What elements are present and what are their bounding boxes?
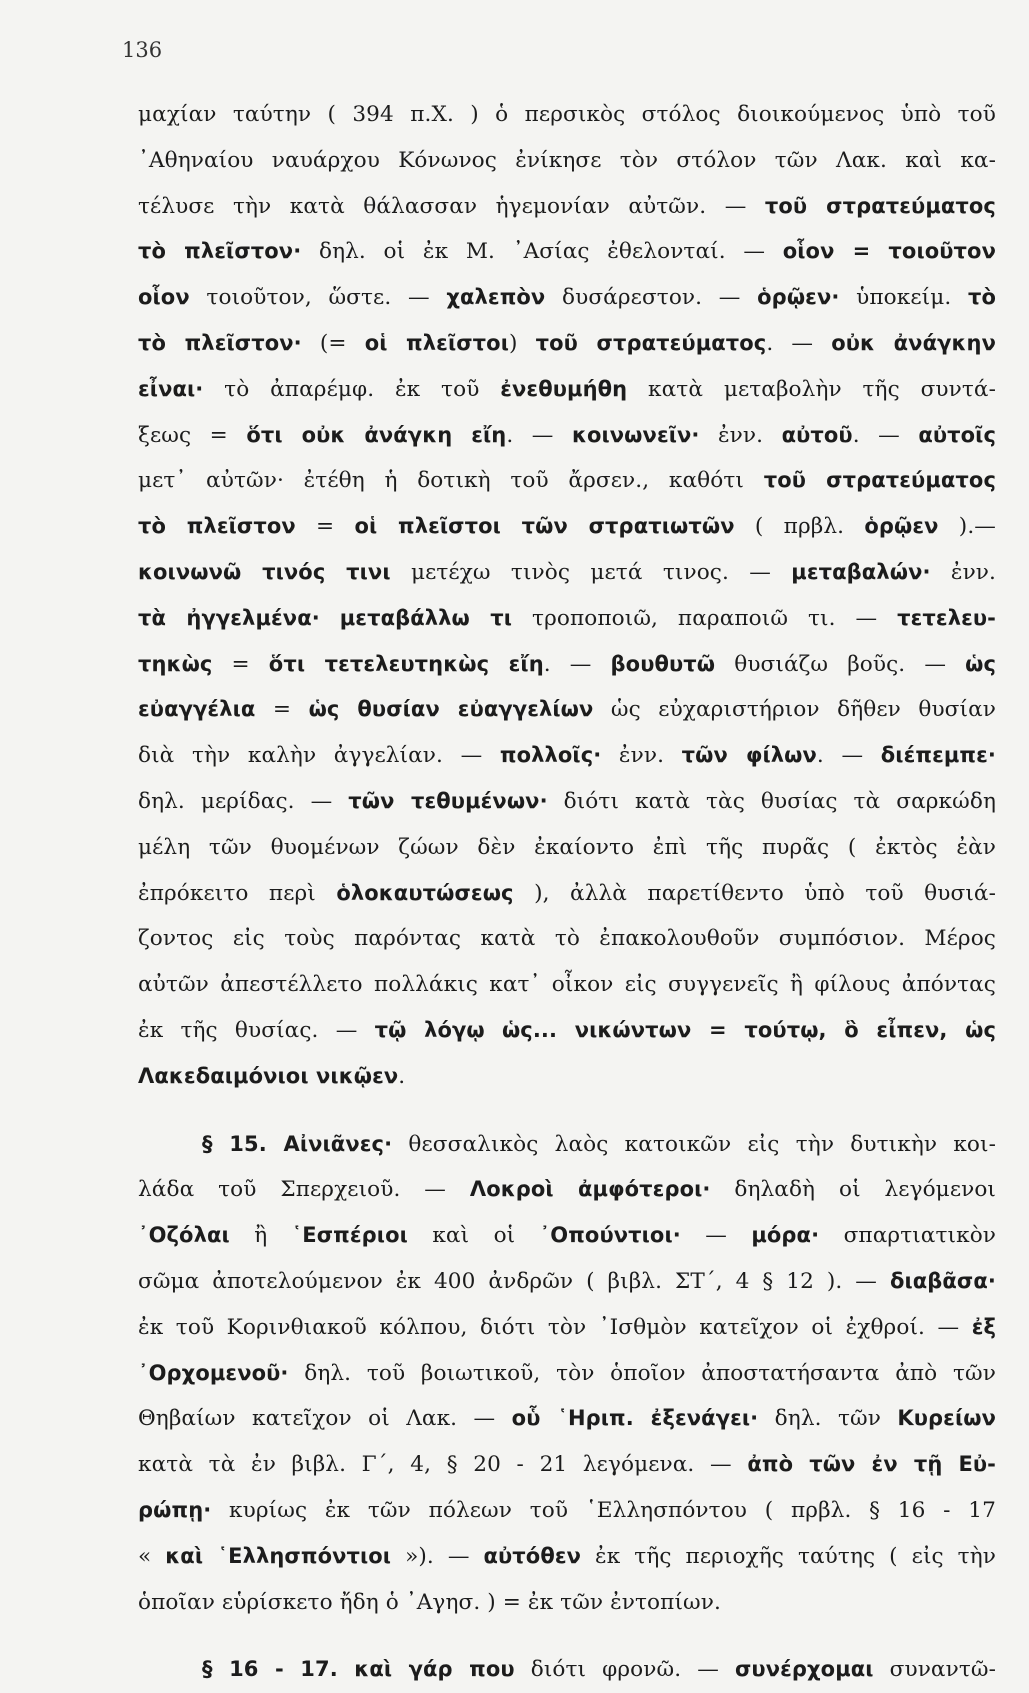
text-line: τηκὼς = ὅτι τετελευτηκὼς εἴη. — βουθυτῶ θυσιάζω βοῦς. — ὡς [138, 651, 996, 677]
lemma: οἷον = τοιοῦτον [782, 239, 996, 264]
lemma: ὡς [965, 651, 996, 676]
lemma: τῶν φίλων [681, 743, 817, 768]
section-15-line: ρώπῃ· κυρίως ἐκ τῶν πόλεων τοῦ ῾Ελλησπόντου ( πρβλ. § 16 - 17 [138, 1497, 996, 1523]
text-line: δηλ. μερίδας. — τῶν τεθυμένων· διότι κατὰ τὰς θυσίας τὰ σαρκώδη [138, 788, 996, 814]
lemma: διέπεμπε· [880, 743, 996, 768]
section-15-line: § 15. Αἰνιᾶνες· θεσσαλικὸς λαὸς κατοικῶν εἰς τὴν δυτικὴν κοι- [202, 1131, 996, 1157]
lemma: εὐαγγέλια [138, 697, 256, 722]
text-line: Λακεδαιμόνιοι νικῷεν. [138, 1063, 406, 1089]
section-15-line: σῶμα ἀποτελούμενον ἐκ 400 ἀνδρῶν ( βιβλ. ΣΤ΄, 4 § 12 ). — διαβᾶσα· [138, 1268, 996, 1294]
lemma: οἷον [138, 285, 190, 310]
text-line: τὰ ἠγγελμένα· μεταβάλλω τι τροποποιῶ, παραποιῶ τι. — τετελευ- [138, 605, 996, 631]
lemma: εἶναι· [138, 376, 204, 401]
lemma: κοινωνῶ τινός τινι [138, 559, 391, 584]
section-16-line: § 16 - 17. καὶ γάρ που διότι φρονῶ. — συνέρχομαι συναντῶ- [202, 1657, 996, 1683]
lemma: τὸ πλεῖστον· [138, 239, 302, 264]
lemma: τῶν τεθυμένων· [348, 788, 548, 813]
lemma: αὐτοῖς [918, 422, 996, 447]
lemma: ὅτι οὐκ ἀνάγκη εἴη [246, 422, 507, 447]
lemma: μεταβάλλω τι [339, 605, 513, 630]
text-line: ἐκ τῆς θυσίας. — τῷ λόγῳ ὡς... νικώντων = τούτῳ, ὃ εἶπεν, ὡς [138, 1017, 997, 1043]
text-line: μετ᾿ αὐτῶν· ἐτέθη ἡ δοτικὴ τοῦ ἄρσεν., καθότι τοῦ στρατεύματος [138, 468, 996, 494]
lemma: χαλεπὸν [446, 285, 546, 310]
text-line: τὸ πλεῖστον = οἱ πλεῖστοι τῶν στρατιωτῶν ( πρβλ. ὁρῷεν ).— [138, 514, 996, 540]
lemma: τῷ λόγῳ [374, 1017, 485, 1042]
lemma: ὁρῷεν [864, 514, 939, 539]
lemma: τὰ ἠγγελμένα· [138, 605, 320, 630]
lemma: ὁρῷεν· [757, 285, 840, 310]
text-line: κοινωνῶ τινός τινι μετέχω τινὸς μετά τινος. — μεταβαλών· ἐνν. [138, 559, 996, 585]
lemma: οἱ πλεῖστοι [364, 330, 509, 355]
lemma: ὅτι τετελευτηκὼς εἴη [268, 651, 544, 676]
lemma: συνέρχομαι [734, 1657, 874, 1682]
lemma: αὐτοῦ [781, 422, 853, 447]
lemma: μόρα· [751, 1223, 820, 1248]
lemma: πολλοῖς· [499, 743, 602, 768]
page-number: 136 [122, 38, 163, 62]
lemma: τοῦ στρατεύματος [763, 468, 996, 493]
section-15-line: λάδα τοῦ Σπερχειοῦ. — Λοκροὶ ἀμφότεροι· δηλαδὴ οἱ λεγόμενοι [138, 1177, 996, 1203]
lemma: τοῦ στρατεύματος [535, 330, 767, 355]
lemma: ᾿Ορχομενοῦ· [138, 1360, 289, 1385]
section-15-line: Θηβαίων κατεῖχον οἱ Λακ. — οὗ ῾Ηριπ. ἐξενάγει· δηλ. τῶν Κυρείων [138, 1406, 997, 1432]
lemma: ρώπῃ· [138, 1497, 212, 1522]
text-line: τὸ πλεῖστον· δηλ. οἱ ἐκ Μ. ᾿Ασίας ἐθελονταί. — οἷον = τοιοῦτον [138, 239, 996, 265]
text-line: τέλυσε τὴν κατὰ θάλασσαν ἡγεμονίαν αὐτῶν. — τοῦ στρατεύματος [138, 193, 996, 219]
text-line: διὰ τὴν καλὴν ἀγγελίαν. — πολλοῖς· ἐνν. τῶν φίλων. — διέπεμπε· [138, 743, 996, 769]
lemma: αὐτόθεν [483, 1543, 582, 1568]
lemma: διαβᾶσα· [889, 1268, 996, 1293]
lemma: καὶ ῾Ελλησπόντιοι [165, 1543, 392, 1568]
lemma: ἀπὸ τῶν ἐν τῇ Εὐ- [747, 1452, 996, 1477]
text-line: αὐτῶν ἀπεστέλλετο πολλάκις κατ᾿ οἶκον εἰς συγγενεῖς ἢ φίλους ἀπόντας [138, 972, 996, 998]
lemma: ὡς... νικώντων = τούτῳ, ὃ εἶπεν, ὡς [501, 1017, 997, 1042]
text-line: εἶναι· τὸ ἀπαρέμφ. ἐκ τοῦ ἐνεθυμήθη κατὰ μεταβολὴν τῆς συντά- [138, 376, 996, 402]
lemma: βουθυτῶ [610, 651, 716, 676]
lemma: ῾Εσπέριοι [291, 1223, 408, 1248]
lemma: τὸ πλεῖστον· [138, 330, 302, 355]
lemma: οὐκ ἀνάγκην [831, 330, 996, 355]
section-heading: § 15. Αἰνιᾶνες· [202, 1131, 393, 1156]
lemma: τὸ [967, 285, 996, 310]
lemma: τὸ πλεῖστον [138, 514, 296, 539]
text-line: οἷον τοιοῦτον, ὥστε. — χαλεπὸν δυσάρεστον. — ὁρῷεν· ὑποκείμ. τὸ [138, 285, 996, 311]
text-line: μαχίαν ταύτην ( 394 π.Χ. ) ὁ περσικὸς στόλος διοικούμενος ὑπὸ τοῦ [138, 102, 996, 127]
lemma: Λοκροὶ ἀμφότεροι· [469, 1177, 711, 1202]
text-line: εὐαγγέλια = ὡς θυσίαν εὐαγγελίων ὡς εὐχαριστήριον δῆθεν θυσίαν [138, 697, 996, 723]
lemma: τοῦ στρατεύματος [764, 193, 996, 218]
section-heading: § 16 - 17. καὶ γάρ που [202, 1657, 515, 1682]
lemma: μεταβαλών· [791, 559, 931, 584]
lemma: οὗ ῾Ηριπ. ἐξενάγει· [511, 1406, 759, 1431]
lemma: ᾿Οπούντιοι· [539, 1223, 681, 1248]
text-line: ζοντος εἰς τοὺς παρόντας κατὰ τὸ ἐπακολουθοῦν συμπόσιον. Μέρος [138, 926, 996, 952]
page-text [138, 92, 996, 1693]
section-15-line: ὁποῖαν εὑρίσκετο ἤδη ὁ ᾿Αγησ. ) = ἐκ τῶν ἐντοπίων. [138, 1589, 721, 1615]
text-line: ᾿Αθηναίου ναυάρχου Κόνωνος ἐνίκησε τὸν στόλον τῶν Λακ. καὶ κα- [138, 147, 996, 173]
lemma: κοινωνεῖν· [571, 422, 700, 447]
section-15-line: ἐκ τοῦ Κορινθιακοῦ κόλπου, διότι τὸν ᾿Ισθμὸν κατεῖχον οἱ ἐχθροί. — ἐξ [138, 1314, 996, 1340]
section-15-line: « καὶ ῾Ελλησπόντιοι »). — αὐτόθεν ἐκ τῆς περιοχῆς ταύτης ( εἰς τὴν [138, 1543, 996, 1569]
lemma: Κυρείων [897, 1406, 997, 1431]
lemma: οἱ πλεῖστοι τῶν στρατιωτῶν [354, 514, 735, 539]
section-15-line: κατὰ τὰ ἐν βιβλ. Γ΄, 4, § 20 - 21 λεγόμενα. — ἀπὸ τῶν ἐν τῇ Εὐ- [138, 1452, 996, 1478]
section-15-line: ᾿Οζόλαι ἢ ῾Εσπέριοι καὶ οἱ ᾿Οπούντιοι· — μόρα· σπαρτιατικὸν [138, 1223, 997, 1249]
lemma: ὡς θυσίαν εὐαγγελίων [308, 697, 594, 722]
lemma: ἐξ [971, 1314, 996, 1339]
lemma: Λακεδαιμόνιοι νικῷεν [138, 1063, 399, 1088]
section-15-line: ᾿Ορχομενοῦ· δηλ. τοῦ βοιωτικοῦ, τὸν ὁποῖον ἀποστατήσαντα ἀπὸ τῶν [138, 1360, 996, 1386]
lemma: ὁλοκαυτώσεως [336, 880, 514, 905]
text-line: ἐπρόκειτο περὶ ὁλοκαυτώσεως ), ἀλλὰ παρετίθεντο ὑπὸ τοῦ θυσιά- [138, 880, 996, 906]
lemma: ᾿Οζόλαι [138, 1223, 230, 1248]
text-line: τὸ πλεῖστον· (= οἱ πλεῖστοι) τοῦ στρατεύματος. — οὐκ ἀνάγκην [138, 330, 996, 356]
text-line: ξεως = ὅτι οὐκ ἀνάγκη εἴη. — κοινωνεῖν· ἐνν. αὐτοῦ. — αὐτοῖς [138, 422, 996, 448]
lemma: τετελευ- [897, 605, 996, 630]
lemma: ἐνεθυμήθη [500, 376, 628, 401]
text-line: μέλη τῶν θυομένων ζώων δὲν ἐκαίοντο ἐπὶ τῆς πυρᾶς ( ἐκτὸς ἐὰν [138, 834, 996, 860]
lemma: τηκὼς [138, 651, 213, 676]
